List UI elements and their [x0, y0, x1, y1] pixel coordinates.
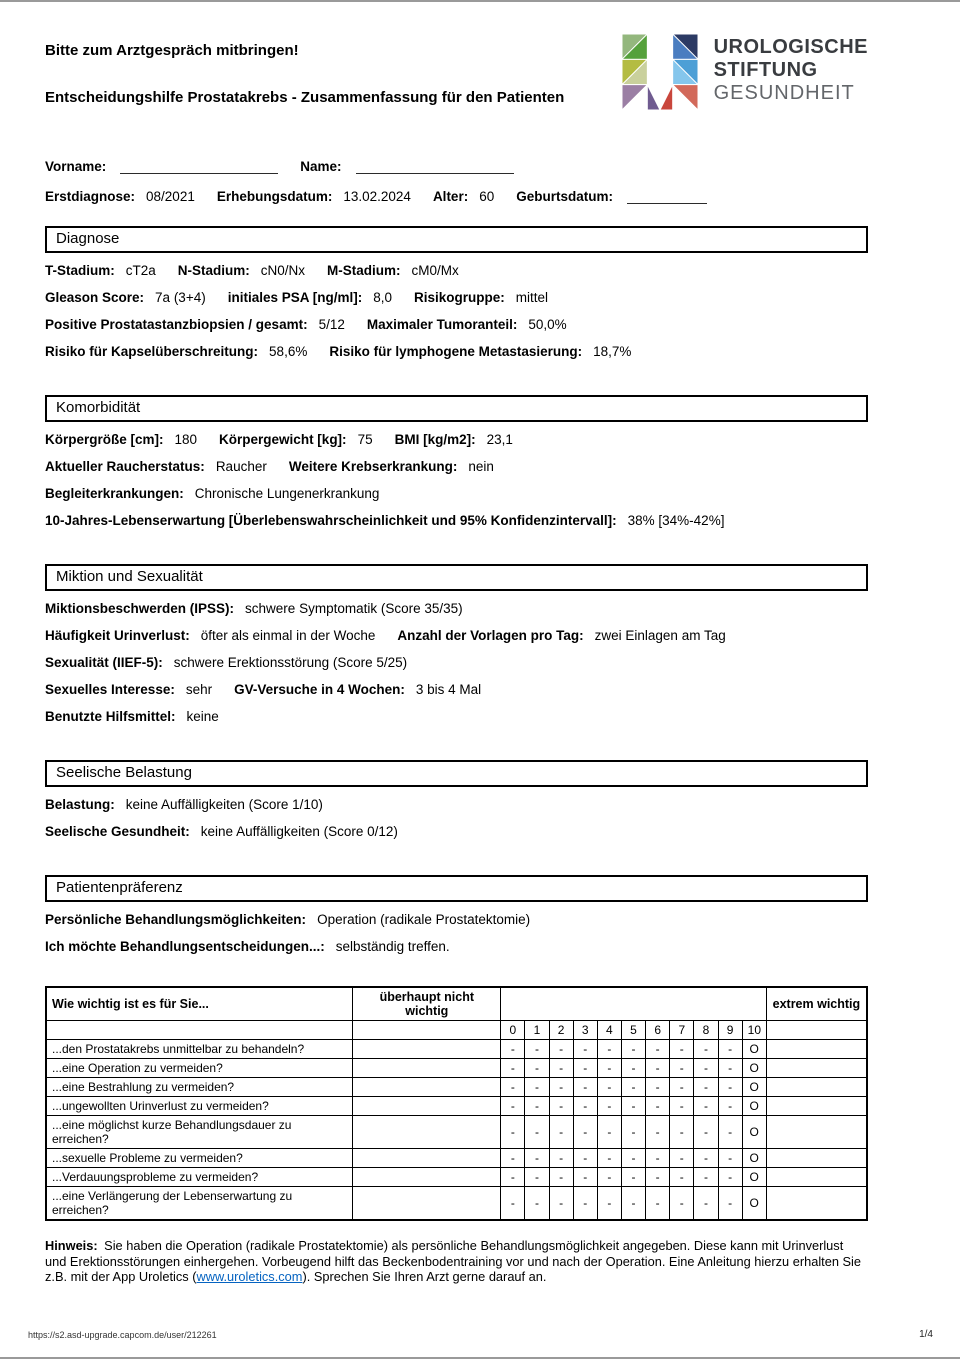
field-label: T-Stadium: [45, 263, 115, 278]
field-value: cM0/Mx [411, 263, 459, 278]
section-miktion-und-sexualit-t [45, 564, 868, 730]
field-pair [45, 939, 450, 954]
rating-mark: - [670, 1059, 694, 1078]
rating-mark: - [525, 1097, 549, 1116]
empty-cell [766, 1149, 867, 1168]
rating-mark: - [670, 1116, 694, 1149]
scale-number: 7 [670, 1021, 694, 1040]
rating-mark: - [573, 1059, 597, 1078]
rating-mark: - [501, 1187, 525, 1221]
rating-mark: - [646, 1097, 670, 1116]
field-label: Körpergröße [cm]: [45, 432, 164, 447]
field-value: sehr [185, 682, 213, 697]
field-row [45, 791, 868, 818]
header-scale-span [501, 987, 767, 1021]
field-pair [327, 263, 459, 278]
question-cell: ...den Prostatakrebs unmittelbar zu behandeln? [46, 1040, 353, 1059]
name-blank-field [356, 158, 514, 174]
rating-mark: - [597, 1116, 621, 1149]
rating-mark-selected: O [742, 1116, 766, 1149]
field-label: Risikogruppe: [414, 290, 505, 305]
bring-note: Bitte zum Arztgespräch mitbringen! [45, 42, 299, 59]
empty-cell [766, 1097, 867, 1116]
field-value: 8,0 [373, 290, 393, 305]
field-row [45, 906, 868, 933]
field-value: schwere Symptomatik (Score 35/35) [245, 601, 463, 616]
erhebungsdatum-value: 13.02.2024 [343, 189, 411, 204]
empty-cell [353, 1097, 501, 1116]
section-header: Miktion und Sexualität [45, 564, 868, 591]
scale-number: 6 [646, 1021, 670, 1040]
field-value: keine Auffälligkeiten (Score 1/10) [125, 797, 323, 812]
rating-mark: - [694, 1078, 718, 1097]
hinweis-note [45, 1238, 868, 1285]
rating-mark: - [573, 1187, 597, 1221]
scale-number: 3 [573, 1021, 597, 1040]
rating-mark: - [597, 1168, 621, 1187]
field-pair [397, 628, 725, 643]
logo-line-2: STIFTUNG [713, 59, 818, 81]
rating-mark: - [621, 1059, 645, 1078]
logo-triangle [622, 85, 647, 110]
section-header: Seelische Belastung [45, 760, 868, 787]
question-cell: ...eine Operation zu vermeiden? [46, 1059, 353, 1078]
rating-mark: - [694, 1116, 718, 1149]
field-pair [45, 655, 407, 670]
sections-container [45, 226, 868, 960]
field-label: Anzahl der Vorlagen pro Tag: [397, 628, 584, 643]
rating-mark: - [501, 1149, 525, 1168]
empty-cell [766, 1021, 867, 1040]
rating-mark: - [501, 1059, 525, 1078]
field-value: selbständig treffen. [335, 939, 450, 954]
scale-number: 4 [597, 1021, 621, 1040]
empty-cell [353, 1059, 501, 1078]
field-pair [45, 263, 156, 278]
rating-mark: - [549, 1168, 573, 1187]
rating-mark: - [501, 1078, 525, 1097]
empty-cell [353, 1116, 501, 1149]
rating-mark: - [621, 1187, 645, 1221]
rating-mark: - [718, 1168, 742, 1187]
logo [619, 34, 868, 110]
field-row [45, 676, 868, 703]
field-value: 5/12 [318, 317, 345, 332]
section-header: Diagnose [45, 226, 868, 253]
field-value: 3 bis 4 Mal [415, 682, 482, 697]
rating-mark: - [670, 1149, 694, 1168]
field-value: schwere Erektionsstörung (Score 5/25) [173, 655, 408, 670]
rating-mark: - [621, 1078, 645, 1097]
field-row [45, 311, 868, 338]
field-pair [45, 601, 463, 616]
name-label: Name: [300, 159, 342, 174]
field-label: GV-Versuche in 4 Wochen: [234, 682, 405, 697]
rating-mark: - [549, 1116, 573, 1149]
scale-number: 0 [501, 1021, 525, 1040]
rating-mark: - [621, 1168, 645, 1187]
table-row [46, 1097, 867, 1116]
empty-cell [766, 1187, 867, 1221]
field-value: 7a (3+4) [155, 290, 206, 305]
rating-mark: - [573, 1149, 597, 1168]
section-header: Komorbidität [45, 395, 868, 422]
field-value: 18,7% [593, 344, 632, 359]
empty-cell [766, 1040, 867, 1059]
empty-cell [46, 1021, 353, 1040]
field-value: 75 [357, 432, 373, 447]
rating-mark: - [621, 1116, 645, 1149]
field-label: M-Stadium: [327, 263, 401, 278]
rating-mark: - [694, 1097, 718, 1116]
field-pair [45, 290, 206, 305]
rating-mark: - [549, 1040, 573, 1059]
footer-url: https://s2.asd-upgrade.capcom.de/user/212261 [28, 1330, 217, 1340]
erstdiagnose-value: 08/2021 [146, 189, 195, 204]
empty-cell [766, 1078, 867, 1097]
empty-cell [353, 1021, 501, 1040]
field-value: zwei Einlagen am Tag [594, 628, 726, 643]
vorname-blank-field [120, 158, 278, 174]
field-pair [45, 797, 323, 812]
rating-mark: - [597, 1149, 621, 1168]
field-label: Körpergewicht [kg]: [219, 432, 347, 447]
scale-number: 9 [718, 1021, 742, 1040]
rating-mark: - [597, 1059, 621, 1078]
rating-mark-selected: O [742, 1078, 766, 1097]
field-pair [45, 709, 219, 724]
rating-mark: - [549, 1149, 573, 1168]
rating-mark: - [646, 1040, 670, 1059]
document-header [45, 38, 868, 144]
header-not-important: überhaupt nicht wichtig [353, 987, 501, 1021]
table-row [46, 1116, 867, 1149]
rating-mark: - [694, 1168, 718, 1187]
footer-page-number: 1/4 [919, 1329, 933, 1340]
field-pair [178, 263, 305, 278]
section-seelische-belastung [45, 760, 868, 845]
rating-mark-selected: O [742, 1040, 766, 1059]
field-row [45, 338, 868, 365]
field-value: 58,6% [269, 344, 308, 359]
rating-mark-selected: O [742, 1149, 766, 1168]
rating-mark: - [694, 1187, 718, 1221]
scale-number: 1 [525, 1021, 549, 1040]
empty-cell [353, 1187, 501, 1221]
uroletics-link[interactable]: www.uroletics.com [196, 1269, 303, 1285]
rating-mark: - [621, 1149, 645, 1168]
rating-mark: - [694, 1059, 718, 1078]
field-value: nein [468, 459, 494, 474]
field-pair [45, 317, 345, 332]
scale-number: 2 [549, 1021, 573, 1040]
rating-mark: - [573, 1040, 597, 1059]
field-pair [45, 513, 724, 528]
empty-cell [766, 1116, 867, 1149]
rating-mark: - [646, 1187, 670, 1221]
rating-mark: - [501, 1040, 525, 1059]
rating-mark: - [718, 1097, 742, 1116]
field-pair [228, 290, 392, 305]
field-value: keine Auffälligkeiten (Score 0/12) [200, 824, 398, 839]
field-label: Miktionsbeschwerden (IPSS): [45, 601, 235, 616]
empty-cell [353, 1149, 501, 1168]
logo-u-icon [619, 34, 701, 110]
rating-mark: - [549, 1187, 573, 1221]
rating-mark: - [670, 1168, 694, 1187]
table-row [46, 1040, 867, 1059]
rating-mark: - [525, 1168, 549, 1187]
field-value: 50,0% [528, 317, 567, 332]
empty-cell [353, 1078, 501, 1097]
rating-mark: - [694, 1149, 718, 1168]
hinweis-text-after: ). Sprechen Sie Ihren Arzt gerne darauf an. [302, 1269, 547, 1285]
field-row [45, 480, 868, 507]
rating-mark: - [718, 1078, 742, 1097]
field-value: 180 [174, 432, 198, 447]
rating-mark: - [670, 1078, 694, 1097]
rating-mark: - [525, 1116, 549, 1149]
field-value: Operation (radikale Prostatektomie) [317, 912, 531, 927]
field-row [45, 649, 868, 676]
rating-mark: - [646, 1059, 670, 1078]
field-pair [45, 824, 398, 839]
field-pair [45, 682, 212, 697]
table-row [46, 1059, 867, 1078]
empty-cell [353, 1040, 501, 1059]
section-diagnose [45, 226, 868, 365]
page-title: Entscheidungshilfe Prostatakrebs - Zusammenfassung für den Patienten [45, 89, 565, 106]
rating-mark: - [694, 1040, 718, 1059]
field-value: cN0/Nx [260, 263, 306, 278]
field-row [45, 257, 868, 284]
field-value: cT2a [125, 263, 156, 278]
section-patientenpr-ferenz [45, 875, 868, 960]
hinweis-label: Hinweis: [45, 1238, 98, 1253]
question-cell: ...eine möglichst kurze Behandlungsdauer zu erreichen? [46, 1116, 353, 1149]
rating-mark: - [646, 1168, 670, 1187]
table-scale-row [46, 1021, 867, 1040]
field-label: Begleiterkrankungen: [45, 486, 184, 501]
rating-mark: - [597, 1187, 621, 1221]
rating-mark: - [670, 1187, 694, 1221]
rating-mark: - [501, 1097, 525, 1116]
field-label: Risiko für lymphogene Metastasierung: [329, 344, 583, 359]
erstdiagnose-label: Erstdiagnose: [45, 189, 136, 204]
rating-mark: - [573, 1116, 597, 1149]
field-label: N-Stadium: [177, 263, 250, 278]
rating-mark: - [525, 1059, 549, 1078]
rating-mark: - [597, 1078, 621, 1097]
field-value: öfter als einmal in der Woche [200, 628, 376, 643]
rating-mark-selected: O [742, 1187, 766, 1221]
field-row [45, 284, 868, 311]
field-pair [395, 432, 513, 447]
question-cell: ...Verdauungsprobleme zu vermeiden? [46, 1168, 353, 1187]
rating-mark: - [573, 1097, 597, 1116]
rating-mark: - [670, 1097, 694, 1116]
field-label: Weitere Krebserkrankung: [288, 459, 458, 474]
header-extremely-important: extrem wichtig [766, 987, 867, 1021]
logo-line-1: UROLOGISCHE [713, 36, 868, 58]
field-label: Risiko für Kapselüberschreitung: [45, 344, 259, 359]
vorname-label: Vorname: [45, 159, 107, 174]
rating-mark: - [718, 1059, 742, 1078]
table-header-row [46, 987, 867, 1021]
field-label: Ich möchte Behandlungsentscheidungen...: [45, 939, 325, 954]
field-row [45, 818, 868, 845]
rating-mark: - [525, 1149, 549, 1168]
field-label: Persönliche Behandlungsmöglichkeiten: [45, 912, 307, 927]
rating-mark: - [573, 1168, 597, 1187]
geburtsdatum-label: Geburtsdatum: [516, 189, 613, 204]
field-label: Positive Prostatastanzbiopsien / gesamt: [45, 317, 308, 332]
rating-mark: - [718, 1187, 742, 1221]
field-value: mittel [515, 290, 549, 305]
field-label: initiales PSA [ng/ml]: [227, 290, 363, 305]
rating-mark-selected: O [742, 1059, 766, 1078]
question-cell: ...eine Verlängerung der Lebenserwartung zu erreichen? [46, 1187, 353, 1221]
alter-value: 60 [479, 189, 495, 204]
rating-mark: - [501, 1116, 525, 1149]
rating-mark-selected: O [742, 1097, 766, 1116]
rating-mark: - [525, 1187, 549, 1221]
logo-wordmark [714, 34, 868, 105]
rating-mark-selected: O [742, 1168, 766, 1187]
field-label: Aktueller Raucherstatus: [45, 459, 205, 474]
field-row [45, 703, 868, 730]
preference-table [45, 986, 868, 1221]
field-row [45, 426, 868, 453]
field-row [45, 595, 868, 622]
field-pair [234, 682, 481, 697]
rating-mark: - [549, 1059, 573, 1078]
field-label: Gleason Score: [45, 290, 145, 305]
question-cell: ...eine Bestrahlung zu vermeiden? [46, 1078, 353, 1097]
table-row [46, 1168, 867, 1187]
question-cell: ...sexuelle Probleme zu vermeiden? [46, 1149, 353, 1168]
field-pair [329, 344, 631, 359]
table-row [46, 1078, 867, 1097]
field-label: Häufigkeit Urinverlust: [45, 628, 190, 643]
rating-mark: - [646, 1078, 670, 1097]
rating-mark: - [549, 1097, 573, 1116]
field-label: Seelische Gesundheit: [45, 824, 190, 839]
field-value: 38% [34%-42%] [627, 513, 725, 528]
field-value: Chronische Lungenerkrankung [194, 486, 380, 501]
field-label: Maximaler Tumoranteil: [366, 317, 518, 332]
table-row [46, 1187, 867, 1221]
section-header: Patientenpräferenz [45, 875, 868, 902]
field-row [45, 622, 868, 649]
field-pair [367, 317, 567, 332]
question-cell: ...ungewollten Urinverlust zu vermeiden? [46, 1097, 353, 1116]
rating-mark: - [525, 1040, 549, 1059]
field-value: keine [186, 709, 219, 724]
field-pair [45, 628, 375, 643]
name-row [45, 158, 868, 174]
rating-mark: - [670, 1040, 694, 1059]
header-question: Wie wichtig ist es für Sie... [46, 987, 353, 1021]
section-komorbidit-t [45, 395, 868, 534]
logo-line-3: GESUNDHEIT [713, 82, 855, 104]
logo-triangle [672, 85, 697, 110]
field-pair [45, 432, 197, 447]
field-row [45, 933, 868, 960]
scale-number: 10 [742, 1021, 766, 1040]
rating-mark: - [621, 1097, 645, 1116]
geburtsdatum-blank-field [627, 188, 707, 204]
scale-number: 5 [621, 1021, 645, 1040]
scale-number: 8 [694, 1021, 718, 1040]
erhebungsdatum-label: Erhebungsdatum: [216, 189, 333, 204]
rating-mark: - [549, 1078, 573, 1097]
hinweis-text-before: Sie haben die Operation (radikale Prostatektomie) als persönliche Behandlungsmöglichkeit angegeben. Diese kann mit Urinverlust und Erektionsstörungen einhergehen. Vorbeugend hilft das Beckenbodentraining vor und nach der Operation. Eine Anleitung hierzu erhalten Sie z.B. mit der App Uroletics ( [45, 1238, 862, 1285]
rating-mark: - [501, 1168, 525, 1187]
field-label: 10-Jahres-Lebenserwartung [Überlebenswahrscheinlichkeit und 95% Konfidenzintervall]: [45, 513, 617, 528]
empty-cell [766, 1168, 867, 1187]
rating-mark: - [573, 1078, 597, 1097]
field-pair [45, 912, 530, 927]
alter-label: Alter: [432, 189, 469, 204]
rating-mark: - [621, 1040, 645, 1059]
field-label: Benutzte Hilfsmittel: [45, 709, 176, 724]
rating-mark: - [718, 1040, 742, 1059]
logo-triangle [647, 85, 660, 110]
rating-mark: - [597, 1097, 621, 1116]
rating-mark: - [646, 1149, 670, 1168]
field-pair [414, 290, 548, 305]
field-pair [45, 459, 267, 474]
rating-mark: - [718, 1116, 742, 1149]
table-row [46, 1149, 867, 1168]
field-row [45, 453, 868, 480]
field-pair [219, 432, 373, 447]
field-pair [289, 459, 494, 474]
field-value: Raucher [215, 459, 267, 474]
rating-mark: - [597, 1040, 621, 1059]
field-pair [45, 344, 307, 359]
field-label: Sexuelles Interesse: [45, 682, 175, 697]
field-value: 23,1 [486, 432, 513, 447]
rating-mark: - [718, 1149, 742, 1168]
empty-cell [353, 1168, 501, 1187]
logo-triangle [660, 85, 673, 110]
field-pair [45, 486, 379, 501]
rating-mark: - [525, 1078, 549, 1097]
field-label: Belastung: [45, 797, 115, 812]
field-row [45, 507, 868, 534]
field-label: Sexualität (IIEF-5): [45, 655, 163, 670]
rating-mark: - [646, 1116, 670, 1149]
empty-cell [766, 1059, 867, 1078]
field-label: BMI [kg/m2]: [394, 432, 476, 447]
diagnosis-date-row [45, 188, 868, 204]
